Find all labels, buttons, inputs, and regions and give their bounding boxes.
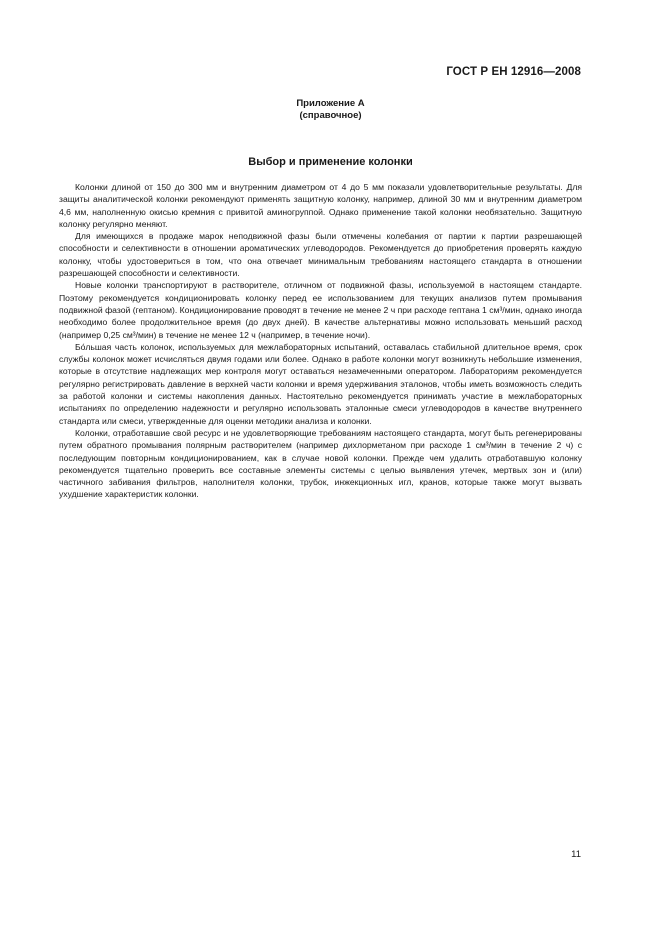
annex-subtitle: (справочное) [299, 110, 362, 121]
paragraph: Колонки, отработавшие свой ресурс и не удовлетворяющие требованиям настоящего стандарта, могут быть регенерированы путем обратного промывания полярным растворителем (например дихлорметаном при расходе 1 см³/мин в течение 2 ч) с последующим повторным кондиционированием, как в случае новой колонки. Прежде чем удалить отработавшую колонку рекомендуется тщательно проверить все составные элементы системы с целью выявления утечек, мертвых зон и (или) частичного забивания фильтров, наполнителя колонки, трубок, инжекционных игл, кранов, которые также могут вызвать ухудшение характеристик колонки. [59, 427, 582, 500]
annex-title: Приложение А [296, 98, 365, 109]
body-text [59, 181, 582, 501]
page-number: 11 [571, 849, 581, 860]
paragraph: Колонки длиной от 150 до 300 мм и внутренним диаметром от 4 до 5 мм показали удовлетворительные результаты. Для защиты аналитической колонки рекомендуют применять защитную колонку, например, длиной 30 мм и внутренним диаметром 4,6 мм, наполненную окисью кремния с привитой аминогруппой. Однако применение такой колонки необязательно. Защитную колонку регулярно меняют. [59, 182, 582, 229]
paragraph: Для имеющихся в продаже марок неподвижной фазы были отмечены колебания от партии к партии разрешающей способности и селективности в отношении ароматических углеводородов. Рекомендуется до приобретения проверять каждую колонку, чтобы удостовериться в том, что она отвечает минимальным требованиям настоящего стандарта в отношении разрешающей способности и селективности. [59, 231, 582, 279]
paragraph: Бо́льшая часть колонок, используемых для межлабораторных испытаний, оставалась стабильной длительное время, срок службы колонок может исчисляться двумя годами или более. Однако в работе колонки могут возникнуть небольшие изменения, которые в отсутствие надлежащих мер контроля могут оставаться незамеченными оператором. Лабораториям рекомендуется регулярно регистрировать давление в верхней части колонки и время удерживания эталонов, чтобы иметь возможность следить за работой колонки и системы накопления данных. Настоятельно рекомендуется принимать участие в межлабораторных испытаниях по определению надежности и регулярно использовать эталонные смеси углеводородов в качестве внутреннего стандарта или смеси, утвержденные для оценки методики анализа и колонки. [59, 341, 582, 426]
document-code: ГОСТ Р ЕН 12916—2008 [446, 66, 581, 78]
annex-heading [0, 98, 661, 122]
paragraph: Новые колонки транспортируют в растворителе, отличном от подвижной фазы, используемой в настоящем стандарте. Поэтому рекомендуется кондиционировать колонку перед ее использованием для текущих анализов путем промывания подвижной фазой (гептаном). Кондиционирование проводят в течение не менее 2 ч при расходе гептана 1 см³/мин, однако иногда необходимо более продолжительное время (до двух дней). В качестве альтернативы можно использовать меньший расход (например 0,25 см³/мин) в течение не менее 12 ч (например, в течение ночи). [59, 280, 582, 340]
section-title: Выбор и применение колонки [248, 156, 413, 168]
